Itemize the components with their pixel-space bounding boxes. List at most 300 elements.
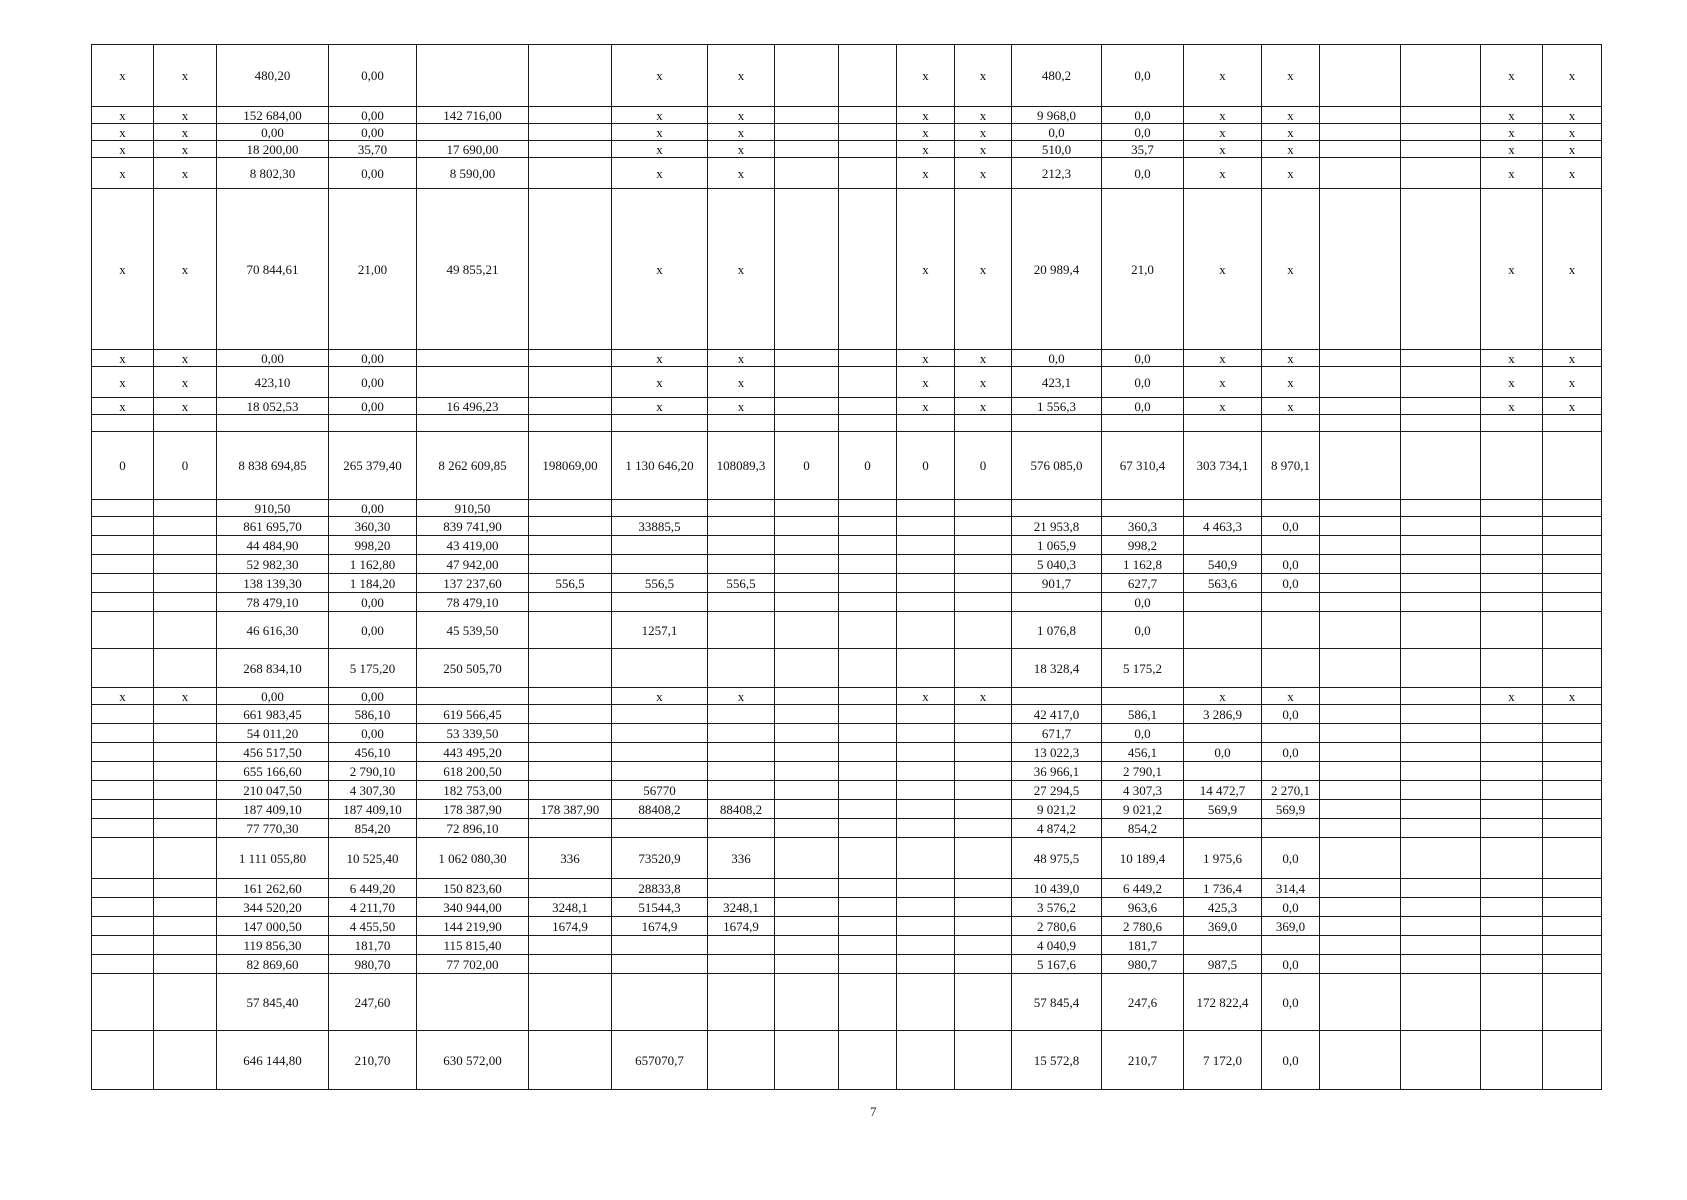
table-cell — [897, 743, 955, 762]
table-cell — [529, 936, 612, 955]
table-cell: x — [92, 158, 154, 189]
table-cell — [1262, 936, 1320, 955]
table-cell: x — [1262, 189, 1320, 350]
table-cell — [1012, 593, 1102, 612]
table-cell: 1674,9 — [529, 917, 612, 936]
table-cell — [92, 974, 154, 1031]
table-cell: x — [1262, 367, 1320, 398]
table-cell — [708, 762, 775, 781]
table-cell: x — [612, 45, 708, 107]
table-cell — [417, 974, 529, 1031]
table-cell: 456,10 — [329, 743, 417, 762]
table-cell — [154, 879, 217, 898]
table-cell: 77 770,30 — [217, 819, 329, 838]
table-cell: x — [92, 688, 154, 705]
table-cell — [955, 574, 1012, 593]
table-row — [92, 800, 1602, 819]
table-cell: 0 — [92, 432, 154, 500]
table-cell — [897, 500, 955, 517]
table-cell — [775, 936, 839, 955]
table-cell: x — [92, 189, 154, 350]
table-cell — [1543, 917, 1602, 936]
table-cell — [1262, 536, 1320, 555]
table-cell — [417, 688, 529, 705]
table-cell — [708, 415, 775, 432]
table-cell — [1543, 781, 1602, 800]
table-cell — [897, 415, 955, 432]
table-cell — [1320, 189, 1401, 350]
table-cell — [529, 743, 612, 762]
table-cell — [1320, 432, 1401, 500]
table-cell — [529, 688, 612, 705]
table-cell: 8 838 694,85 — [217, 432, 329, 500]
table-cell — [92, 800, 154, 819]
table-cell: x — [612, 367, 708, 398]
table-cell — [154, 536, 217, 555]
table-cell: x — [154, 124, 217, 141]
table-cell — [154, 555, 217, 574]
table-cell — [1320, 158, 1401, 189]
table-cell: 18 328,4 — [1012, 649, 1102, 688]
table-cell — [1543, 705, 1602, 724]
table-cell: x — [154, 350, 217, 367]
table-cell: x — [1184, 141, 1262, 158]
table-cell: 9 021,2 — [1102, 800, 1184, 819]
table-cell: x — [708, 141, 775, 158]
table-cell — [529, 612, 612, 649]
table-cell — [1481, 593, 1543, 612]
table-cell — [775, 350, 839, 367]
table-cell — [708, 1031, 775, 1090]
table-cell: 178 387,90 — [529, 800, 612, 819]
table-cell: 0,00 — [217, 350, 329, 367]
table-cell: 9 021,2 — [1012, 800, 1102, 819]
table-cell — [92, 705, 154, 724]
table-cell: 1674,9 — [612, 917, 708, 936]
table-cell — [775, 688, 839, 705]
table-cell — [1320, 107, 1401, 124]
table-cell: 0 — [897, 432, 955, 500]
table-cell — [955, 724, 1012, 743]
table-cell: 10 439,0 — [1012, 879, 1102, 898]
table-cell: 4 874,2 — [1012, 819, 1102, 838]
table-cell — [708, 649, 775, 688]
table-cell — [955, 781, 1012, 800]
table-cell — [154, 819, 217, 838]
table-cell — [154, 574, 217, 593]
table-cell — [1401, 688, 1481, 705]
table-cell — [708, 743, 775, 762]
table-cell — [775, 124, 839, 141]
table-cell: x — [1481, 107, 1543, 124]
table-cell: x — [955, 350, 1012, 367]
table-cell — [897, 612, 955, 649]
table-row — [92, 879, 1602, 898]
table-cell: x — [1262, 688, 1320, 705]
table-cell: 14 472,7 — [1184, 781, 1262, 800]
table-cell — [1401, 536, 1481, 555]
table-cell — [1401, 107, 1481, 124]
table-cell — [1481, 724, 1543, 743]
table-cell: 303 734,1 — [1184, 432, 1262, 500]
table-cell — [92, 838, 154, 879]
table-cell — [708, 879, 775, 898]
table-cell — [1320, 800, 1401, 819]
table-cell — [154, 936, 217, 955]
table-cell: 423,10 — [217, 367, 329, 398]
table-cell: 340 944,00 — [417, 898, 529, 917]
table-cell: x — [897, 45, 955, 107]
table-cell — [897, 898, 955, 917]
table-cell — [1481, 955, 1543, 974]
table-cell — [775, 819, 839, 838]
table-cell — [92, 955, 154, 974]
table-cell: x — [154, 688, 217, 705]
table-cell: 0,0 — [1262, 743, 1320, 762]
table-cell — [529, 350, 612, 367]
table-cell: 137 237,60 — [417, 574, 529, 593]
table-cell — [1401, 124, 1481, 141]
table-cell: 88408,2 — [612, 800, 708, 819]
table-cell: x — [897, 367, 955, 398]
table-cell: x — [1481, 367, 1543, 398]
table-cell — [529, 398, 612, 415]
table-cell — [775, 743, 839, 762]
table-cell — [1401, 555, 1481, 574]
table-cell — [1481, 1031, 1543, 1090]
table-cell: 4 040,9 — [1012, 936, 1102, 955]
table-cell — [154, 762, 217, 781]
table-cell — [1262, 415, 1320, 432]
table-cell: x — [708, 45, 775, 107]
table-cell — [1320, 1031, 1401, 1090]
table-cell — [1481, 917, 1543, 936]
table-cell — [1481, 800, 1543, 819]
table-cell: x — [154, 107, 217, 124]
table-cell: 1 062 080,30 — [417, 838, 529, 879]
table-cell — [1401, 879, 1481, 898]
table-cell — [839, 955, 897, 974]
table-cell: 980,70 — [329, 955, 417, 974]
table-cell — [92, 593, 154, 612]
table-cell — [529, 124, 612, 141]
table-cell — [775, 141, 839, 158]
table-cell: x — [708, 688, 775, 705]
table-cell — [775, 367, 839, 398]
table-cell — [955, 649, 1012, 688]
table-cell — [417, 350, 529, 367]
table-cell — [1262, 819, 1320, 838]
table-cell: 360,30 — [329, 517, 417, 536]
table-cell — [1543, 415, 1602, 432]
table-cell: 369,0 — [1262, 917, 1320, 936]
table-cell: x — [154, 158, 217, 189]
table-cell: 1 162,8 — [1102, 555, 1184, 574]
table-cell: x — [1543, 367, 1602, 398]
table-cell — [154, 593, 217, 612]
table-row — [92, 688, 1602, 705]
table-cell: 0,0 — [1102, 45, 1184, 107]
table-cell — [955, 898, 1012, 917]
table-cell — [897, 819, 955, 838]
table-cell — [612, 555, 708, 574]
table-cell: 161 262,60 — [217, 879, 329, 898]
table-cell — [1320, 917, 1401, 936]
table-cell — [1481, 612, 1543, 649]
table-cell: 0,00 — [329, 688, 417, 705]
table-cell — [154, 974, 217, 1031]
table-cell — [708, 555, 775, 574]
table-cell: 8 970,1 — [1262, 432, 1320, 500]
table-cell: 998,2 — [1102, 536, 1184, 555]
table-cell: 0,0 — [1012, 350, 1102, 367]
table-cell: 108089,3 — [708, 432, 775, 500]
table-cell — [955, 743, 1012, 762]
table-cell — [775, 649, 839, 688]
table-cell — [775, 500, 839, 517]
table-cell: 35,7 — [1102, 141, 1184, 158]
table-cell — [1184, 819, 1262, 838]
table-cell: 586,10 — [329, 705, 417, 724]
table-cell — [955, 762, 1012, 781]
table-cell: x — [708, 158, 775, 189]
table-cell: 0 — [839, 432, 897, 500]
table-cell: 443 495,20 — [417, 743, 529, 762]
table-row — [92, 536, 1602, 555]
table-cell — [839, 917, 897, 936]
table-cell — [1543, 500, 1602, 517]
table-cell: 2 780,6 — [1012, 917, 1102, 936]
table-cell — [1184, 936, 1262, 955]
table-cell: x — [1184, 107, 1262, 124]
table-cell — [1262, 649, 1320, 688]
table-cell — [1184, 649, 1262, 688]
table-cell — [529, 705, 612, 724]
table-cell: 8 802,30 — [217, 158, 329, 189]
table-cell: 1257,1 — [612, 612, 708, 649]
table-cell — [775, 955, 839, 974]
table-cell — [1401, 500, 1481, 517]
table-cell — [839, 593, 897, 612]
table-cell: 178 387,90 — [417, 800, 529, 819]
table-row — [92, 724, 1602, 743]
table-cell — [1012, 415, 1102, 432]
table-cell — [955, 1031, 1012, 1090]
table-cell — [955, 593, 1012, 612]
table-cell: x — [897, 141, 955, 158]
table-cell: 212,3 — [1012, 158, 1102, 189]
table-cell — [839, 536, 897, 555]
table-cell: 6 449,20 — [329, 879, 417, 898]
table-cell — [1320, 688, 1401, 705]
table-cell — [1262, 500, 1320, 517]
table-cell — [1543, 800, 1602, 819]
table-cell: 2 790,10 — [329, 762, 417, 781]
table-cell — [897, 800, 955, 819]
table-cell — [154, 500, 217, 517]
table-cell: 247,6 — [1102, 974, 1184, 1031]
table-cell — [1320, 350, 1401, 367]
table-cell: 27 294,5 — [1012, 781, 1102, 800]
table-cell — [955, 819, 1012, 838]
table-cell: 480,20 — [217, 45, 329, 107]
table-cell — [1320, 500, 1401, 517]
table-cell — [1184, 536, 1262, 555]
table-cell: x — [1184, 45, 1262, 107]
table-cell: 8 262 609,85 — [417, 432, 529, 500]
table-cell: 0,0 — [1102, 398, 1184, 415]
table-cell — [1481, 879, 1543, 898]
table-cell: 10 525,40 — [329, 838, 417, 879]
table-cell — [1481, 936, 1543, 955]
table-cell: 0,0 — [1102, 612, 1184, 649]
table-cell: 0 — [154, 432, 217, 500]
table-cell — [154, 1031, 217, 1090]
table-cell — [154, 898, 217, 917]
table-cell — [897, 917, 955, 936]
table-cell: 1 556,3 — [1012, 398, 1102, 415]
table-cell — [1543, 432, 1602, 500]
table-cell: x — [1543, 158, 1602, 189]
table-cell: 152 684,00 — [217, 107, 329, 124]
table-cell — [775, 879, 839, 898]
table-cell — [839, 398, 897, 415]
table-cell — [839, 743, 897, 762]
table-cell: x — [955, 124, 1012, 141]
table-cell — [775, 917, 839, 936]
table-cell: 10 189,4 — [1102, 838, 1184, 879]
table-row — [92, 432, 1602, 500]
table-cell — [708, 819, 775, 838]
table-cell — [1401, 724, 1481, 743]
table-cell: x — [1481, 45, 1543, 107]
table-row — [92, 350, 1602, 367]
table-cell — [708, 724, 775, 743]
table-cell: 210 047,50 — [217, 781, 329, 800]
table-cell — [839, 158, 897, 189]
table-cell — [529, 955, 612, 974]
table-cell — [529, 500, 612, 517]
table-row — [92, 781, 1602, 800]
table-cell: 142 716,00 — [417, 107, 529, 124]
table-cell: 0,0 — [1262, 705, 1320, 724]
table-cell: 0,0 — [1012, 124, 1102, 141]
table-cell: x — [955, 141, 1012, 158]
table-cell — [612, 819, 708, 838]
table-cell — [1401, 517, 1481, 536]
table-cell — [839, 724, 897, 743]
table-cell: 456 517,50 — [217, 743, 329, 762]
table-cell — [217, 415, 329, 432]
table-cell — [612, 593, 708, 612]
table-cell — [839, 936, 897, 955]
table-cell — [417, 45, 529, 107]
table-cell — [839, 1031, 897, 1090]
table-cell: x — [154, 45, 217, 107]
table-cell: 1 184,20 — [329, 574, 417, 593]
table-cell — [1320, 955, 1401, 974]
table-cell — [897, 838, 955, 879]
table-cell: x — [1481, 141, 1543, 158]
table-cell — [1320, 649, 1401, 688]
table-row — [92, 649, 1602, 688]
table-cell: 2 790,1 — [1102, 762, 1184, 781]
table-cell: x — [92, 124, 154, 141]
table-cell: 8 590,00 — [417, 158, 529, 189]
table-cell: x — [897, 158, 955, 189]
table-row — [92, 955, 1602, 974]
table-cell — [1401, 158, 1481, 189]
table-cell — [92, 517, 154, 536]
table-cell: 16 496,23 — [417, 398, 529, 415]
table-cell — [92, 1031, 154, 1090]
table-cell: x — [612, 141, 708, 158]
table-cell: 198069,00 — [529, 432, 612, 500]
table-cell — [1481, 415, 1543, 432]
table-cell — [839, 107, 897, 124]
table-cell: 210,7 — [1102, 1031, 1184, 1090]
table-cell: 45 539,50 — [417, 612, 529, 649]
table-cell — [92, 574, 154, 593]
table-cell — [529, 819, 612, 838]
table-row — [92, 574, 1602, 593]
table-cell: 586,1 — [1102, 705, 1184, 724]
table-cell: 556,5 — [529, 574, 612, 593]
table-cell — [154, 517, 217, 536]
table-cell — [612, 500, 708, 517]
table-cell: x — [708, 107, 775, 124]
table-cell — [1401, 141, 1481, 158]
table-cell — [1481, 649, 1543, 688]
table-cell: 630 572,00 — [417, 1031, 529, 1090]
table-row — [92, 141, 1602, 158]
table-cell — [1481, 974, 1543, 1031]
table-cell — [1481, 555, 1543, 574]
table-cell — [775, 762, 839, 781]
table-cell — [154, 612, 217, 649]
table-cell — [1401, 781, 1481, 800]
table-cell: x — [955, 688, 1012, 705]
table-cell — [775, 781, 839, 800]
table-cell — [955, 974, 1012, 1031]
table-cell — [839, 879, 897, 898]
table-cell: 3248,1 — [529, 898, 612, 917]
table-cell: 3 286,9 — [1184, 705, 1262, 724]
page-number: 7 — [870, 1104, 877, 1119]
table-cell: 861 695,70 — [217, 517, 329, 536]
table-cell: 839 741,90 — [417, 517, 529, 536]
table-cell: 0,00 — [217, 688, 329, 705]
table-cell — [1184, 612, 1262, 649]
table-cell — [1401, 649, 1481, 688]
table-cell — [1481, 762, 1543, 781]
table-cell: x — [897, 350, 955, 367]
table-cell: x — [1184, 350, 1262, 367]
table-cell: 657070,7 — [612, 1031, 708, 1090]
table-cell — [92, 500, 154, 517]
table-cell — [1320, 45, 1401, 107]
table-cell — [1401, 367, 1481, 398]
table-cell: 0,0 — [1262, 555, 1320, 574]
table-cell — [1320, 838, 1401, 879]
table-cell: 910,50 — [217, 500, 329, 517]
table-cell — [1262, 612, 1320, 649]
table-cell: 187 409,10 — [329, 800, 417, 819]
table-cell — [839, 189, 897, 350]
table-cell: x — [708, 398, 775, 415]
table-cell: 901,7 — [1012, 574, 1102, 593]
table-cell — [839, 974, 897, 1031]
